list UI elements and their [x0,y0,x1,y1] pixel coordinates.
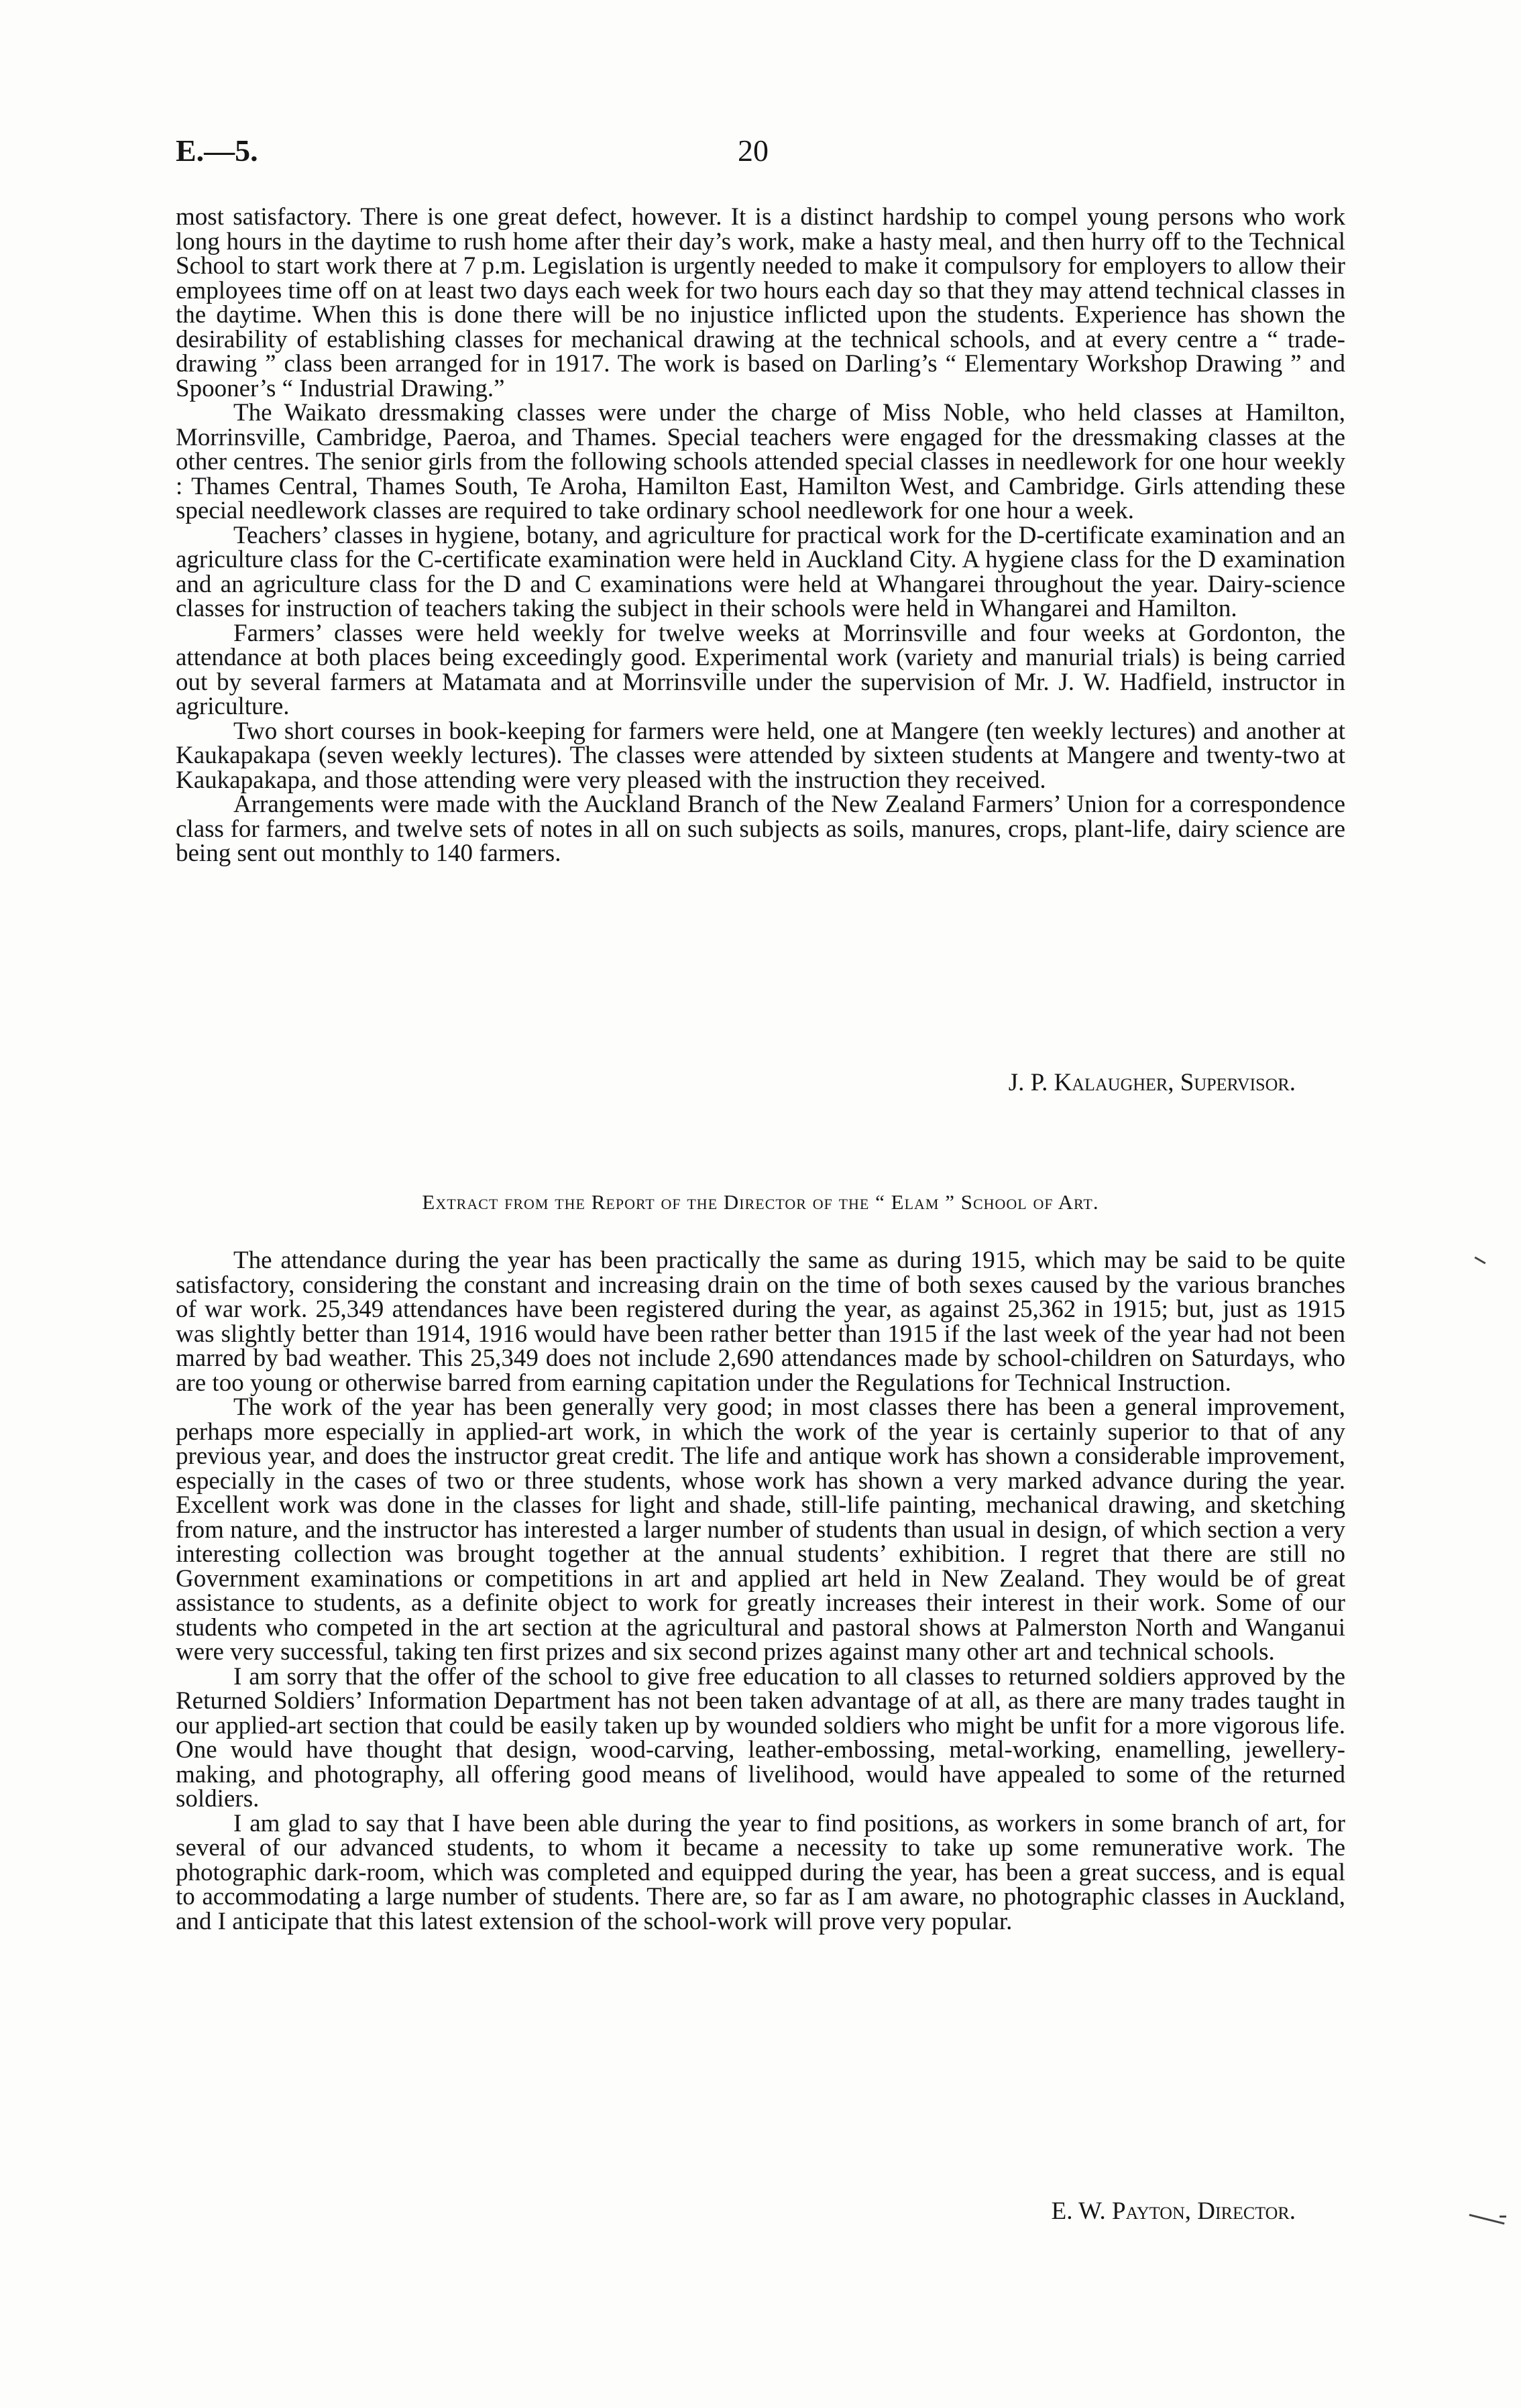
report-paragraph: I am glad to say that I have been able during the year to find positions, as workers in some branch of art, for several of our advanced students, to whom it became a necessity to take up some remunerative work. The photographic dark-room, which was completed and equipped during the year, has been a great success, and is equal to accommodating a large number of students. There are, so far as I am aware, no photographic classes in Auckland, and I anticipate that this latest extension of the school-work will prove very popular. [176,1809,1345,1935]
scan-mark [1500,2216,1506,2218]
supervisor-signature: J. P. Kalaugher, Supervisor. [1008,1069,1296,1096]
director-report-body [176,1249,1345,1934]
page-number: 20 [738,133,769,168]
report-paragraph: Two short courses in book-keeping for farmers were held, one at Mangere (ten weekly lectures) and another at Kaukapakapa (seven weekly lectures). The classes were attended by sixteen students at Mangere and twenty-two at Kaukapakapa, and those attending were very pleased with the instruction they received. [176,717,1345,794]
director-signature: E. W. Payton, Director. [1051,2197,1296,2225]
report-paragraph: Arrangements were made with the Auckland Branch of the New Zealand Farmers’ Union for a correspondence class for farmers, and twelve sets of notes in all on such subjects as soils, manures, crops, plant-life, dairy science are being sent out monthly to 140 farmers. [176,791,1345,867]
report-paragraph: Farmers’ classes were held weekly for twelve weeks at Morrinsville and four weeks at Gordonton, the attendance at both places being exceedingly good. Experimental work (variety and manurial trials) is being carried out by several farmers at Matamata and at Morrinsville under the supervision of Mr. J. W. Hadfield, instructor in agriculture. [176,619,1345,720]
document-reference: E.—5. [176,133,258,168]
report-paragraph: most satisfactory. There is one great defect, however. It is a distinct hardship to compel young persons who work long hours in the daytime to rush home after their day’s work, make a hasty meal, and then hurry off to the Technical School to start work there at 7 p.m. Legislation is urgently needed to make it compulsory for employers to allow their employees time off on at least two days each week for two hours each day so that they may attend technical classes in the daytime. When this is done there will be no injustice inflicted upon the students. Experience has shown the desirability of establishing classes for mechanical drawing at the technical schools, and at every centre a “ trade-drawing ” class been arranged for in 1917. The work is based on Darling’s “ Elementary Workshop Drawing ” and Spooner’s “ Industrial Drawing.” [176,203,1345,402]
report-paragraph: The attendance during the year has been practically the same as during 1915, which may be said to be quite satisfactory, considering the constant and increasing drain on the time of both sexes caused by the various branches of war work. 25,349 attendances have been registered during the year, as against 25,362 in 1915; but, just as 1915 was slightly better than 1914, 1916 would have been rather better than 1915 if the last week of the year had not been marred by bad weather. This 25,349 does not include 2,690 attendances made by school-children on Saturdays, who are too young or otherwise barred from earning capitation under the Regulations for Technical Instruction. [176,1247,1345,1397]
scan-mark [1474,1257,1485,1265]
report-paragraph: Teachers’ classes in hygiene, botany, and agriculture for practical work for the D-certificate examination and an agriculture class for the C-certificate examination were held in Auckland City. A hygiene class for the D examination and an agriculture class for the D and C examinations were held at Whangarei throughout the year. Dairy-science classes for instruction of teachers taking the subject in their schools were held in Whangarei and Hamilton. [176,521,1345,622]
page-header [176,133,1345,180]
supervisor-report-body [176,205,1345,866]
report-paragraph: The Waikato dressmaking classes were under the charge of Miss Noble, who held classes at Hamilton, Morrinsville, Cambridge, Paeroa, and Thames. Special teachers were engaged for the dressmaking classes at the other centres. The senior girls from the following schools attended special classes in needlework for one hour weekly : Thames Central, Thames South, Te Aroha, Hamilton East, Hamilton West, and Cambridge. Girls attending these special needlework classes are required to take ordinary school needlework for one hour a week. [176,399,1345,524]
report-paragraph: I am sorry that the offer of the school to give free education to all classes to returned soldiers approved by the Returned Soldiers’ Information Department has not been taken advantage of at all, as there are many trades taught in our applied-art section that could be easily taken up by wounded soldiers who might be unfit for a more vigorous life. One would have thought that design, wood-carving, leather-embossing, metal-working, enamelling, jewellery-making, and photography, all offering good means of livelihood, would have appealed to some of the returned soldiers. [176,1662,1345,1813]
report-paragraph: The work of the year has been generally very good; in most classes there has been a general improvement, perhaps more especially in applied-art work, in which the work of the year is certainly superior to that of any previous year, and does the instructor great credit. The life and antique work has shown a considerable improvement, especially in the cases of two or three students, whose work has shown a very marked advance during the year. Excellent work was done in the classes for light and shade, still-life painting, mechanical drawing, and sketching from nature, and the instructor has interested a larger number of students than usual in design, of which section a very interesting collection was brought together at the annual students’ exhibition. I regret that there are still no Government examinations or competitions in art and applied art held in New Zealand. They would be of great assistance to students, as a definite object to work for greatly increases their interest in their work. Some of our students who competed in the art section at the agricultural and pastoral shows at Palmerston North and Wanganui were very successful, taking ten first prizes and six second prizes against many other art and technical schools. [176,1393,1345,1666]
section-heading: Extract from the Report of the Director of the “ Elam ” School of Art. [422,1190,1099,1214]
